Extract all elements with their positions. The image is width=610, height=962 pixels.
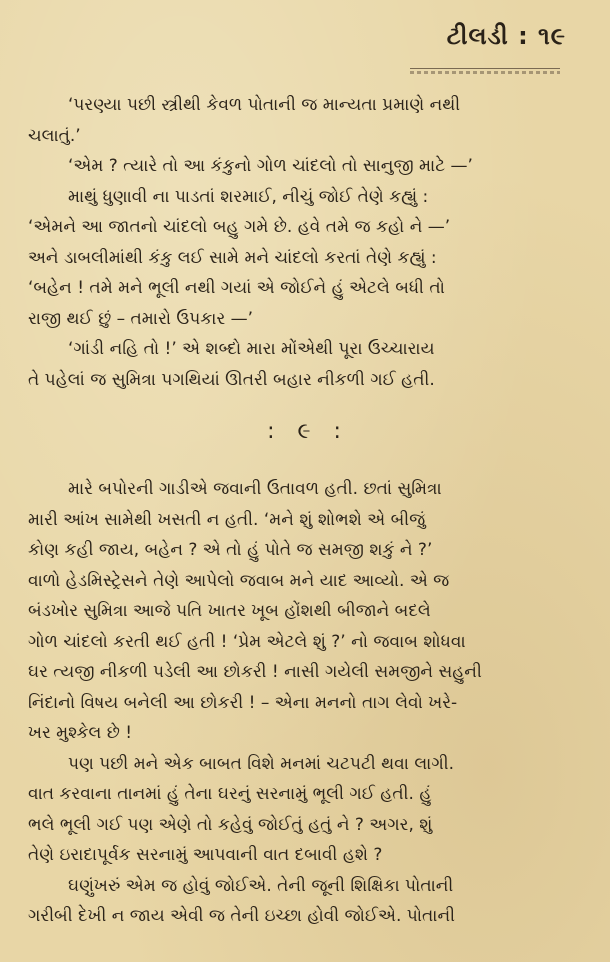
text-line: ઘણુંખરું એમ જ હોવું જોઈએ. તેની જૂની શિક્ષિકા પોતાની (68, 875, 454, 896)
text-line: રાજી થઈ છું – તમારો ઉપકાર —’ (28, 308, 254, 329)
top-paragraphs (28, 90, 588, 395)
section-marker: : ૯ : (267, 419, 349, 444)
text-line: નિંદાનો વિષય બનેલી આ છોકરી ! – એના મનનો તાગ લેવો ખરે- (28, 692, 458, 713)
text-line: અને ડાબલીમાંથી કંકુ લઈ સામે મને ચાંદલો કરતાં તેણે કહ્યું : (28, 247, 437, 268)
text-line: તે પહેલાં જ સુમિત્રા પગથિયાં ઊતરી બહાર નીકળી ગઈ હતી. (28, 369, 435, 390)
text-line: ગરીબી દેખી ન જાય એવી જ તેની ઇચ્છા હોવી જોઈએ. પોતાની (28, 906, 455, 926)
running-header (447, 22, 566, 50)
bottom-paragraphs (28, 474, 588, 932)
text-line: ‘એમ ? ત્યારે તો આ કંકુનો ગોળ ચાંદલો તો સાનુજી માટે —’ (68, 156, 473, 176)
text-line: ભલે ભૂલી ગઈ પણ એણે તો કહેવું જોઈતું હતું ને ? અગર, શું (28, 814, 433, 835)
text-line: કોણ કહી જાય, બહેન ? એ તો હું પોતે જ સમજી શકું ને ?’ (28, 540, 433, 560)
text-line: ઘર ત્યજી નીકળી પડેલી આ છોકરી ! નાસી ગયેલી સમજીને સહુની (28, 662, 482, 682)
body-text (28, 90, 588, 932)
header-underline (410, 68, 560, 75)
text-line: તેણે ઇરાદાપૂર્વક સરનામું આપવાની વાત દબાવી હશે ? (28, 845, 383, 865)
text-line: વાત કરવાના તાનમાં હું તેના ઘરનું સરનામું ભૂલી ગઈ હતી. હું (28, 784, 432, 804)
text-line: ‘ગાંડી નહિ તો !’ એ શબ્દો મારા મોંએથી પૂરા ઉચ્ચારાય (68, 339, 435, 359)
text-line: ‘બહેન ! તમે મને ભૂલી નથી ગયાં એ જોઈને હું એટલે બધી તો (28, 278, 445, 298)
text-line: ‘એમને આ જાતનો ચાંદલો બહુ ગમે છે. હવે તમે જ કહો ને —’ (28, 217, 451, 237)
text-line: પણ પછી મને એક બાબત વિશે મનમાં ચટપટી થવા લાગી. (68, 753, 455, 774)
text-line: મારે બપોરની ગાડીએ જવાની ઉતાવળ હતી. છતાં સુમિત્રા (68, 479, 442, 499)
page-header-title: ટીલડી : ૧૯ (446, 22, 566, 50)
text-line: વાળો હેડમિસ્ટ્રેસને તેણે આપેલો જવાબ મને યાદ આવ્યો. એ જ (28, 570, 450, 591)
text-line: મારી આંખ સામેથી ખસતી ન હતી. ‘મને શું શોભશે એ બીજું (28, 509, 426, 530)
text-line: ચલાતું.’ (28, 125, 81, 146)
text-line: ખર મુશ્કેલ છે ! (28, 723, 133, 743)
text-line: માથું ધુણાવી ના પાડતાં શરમાઈ, નીચું જોઈ તેણે કહ્યું : (68, 186, 429, 207)
text-line: બંડખોર સુમિત્રા આજે પતિ ખાતર ખૂબ હોંશથી બીજાને બદલે (28, 601, 431, 621)
text-line: ‘પરણ્યા પછી સ્ત્રીથી કેવળ પોતાની જ માન્યતા પ્રમાણે નથી (68, 95, 461, 115)
text-line: ગોળ ચાંદલો કરતી થઈ હતી ! ‘પ્રેમ એટલે શું ?’ નો જવાબ શોધવા (28, 631, 466, 652)
